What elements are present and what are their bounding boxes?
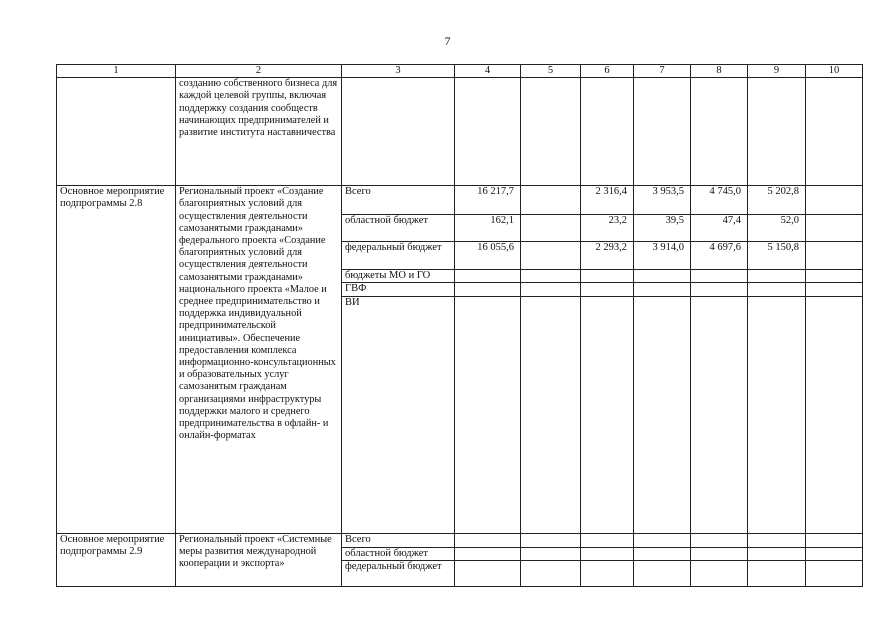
value-cell: 2 293,2 [581, 242, 634, 270]
header-cell: 8 [691, 65, 748, 78]
budget-table [56, 64, 863, 587]
activity-description: Региональный проект «Системные меры развития международной кооперации и экспорта» [176, 533, 342, 586]
value-cell [521, 215, 581, 242]
header-row [57, 65, 863, 78]
continuation-description: созданию собственного бизнеса для каждой целевой группы, включая поддержку создания сообществ начинающих предпринимателей и развитие института наставничества [176, 78, 342, 186]
activity-description: Региональный проект «Создание благоприятных условий для осуществления деятельности самозанятыми гражданами» федерального проекта «Создание благоприятных условий для осуществления деятельности самозанятыми гражданами» национального проекта «Малое и среднее предпринимательство и поддержка индивидуальной предпринимательской инициативы». Обеспечение предоставления комплекса информационно-консультационных и образовательных услуг самозанятым гражданам организациями инфраструктуры поддержки малого и среднего предпринимательства в офлайн- и онлайн-форматах [176, 186, 342, 533]
value-cell [806, 215, 863, 242]
continuation-row [57, 78, 863, 186]
value-cell: 16 055,6 [455, 242, 521, 270]
value-cell: 39,5 [634, 215, 691, 242]
header-cell: 1 [57, 65, 176, 78]
value-cell: 4 697,6 [691, 242, 748, 270]
value-cell [806, 242, 863, 270]
header-cell: 2 [176, 65, 342, 78]
header-cell: 4 [455, 65, 521, 78]
funding-source: областной бюджет [342, 215, 455, 242]
funding-source: Всего [342, 533, 455, 547]
activity-name: Основное мероприятие подпрограммы 2.8 [57, 186, 176, 533]
value-cell: 23,2 [581, 215, 634, 242]
page-number: 7 [444, 34, 451, 48]
funding-source: федеральный бюджет [342, 242, 455, 270]
table-row [57, 533, 863, 547]
header-cell: 5 [521, 65, 581, 78]
value-cell [806, 186, 863, 215]
value-cell: 16 217,7 [455, 186, 521, 215]
value-cell: 52,0 [748, 215, 806, 242]
value-cell [521, 242, 581, 270]
value-cell: 162,1 [455, 215, 521, 242]
value-cell: 5 202,8 [748, 186, 806, 215]
header-cell: 6 [581, 65, 634, 78]
value-cell: 4 745,0 [691, 186, 748, 215]
activity-name: Основное мероприятие подпрограммы 2.9 [57, 533, 176, 586]
funding-source: федеральный бюджет [342, 560, 455, 586]
value-cell: 47,4 [691, 215, 748, 242]
funding-source: Всего [342, 186, 455, 215]
funding-source: областной бюджет [342, 547, 455, 560]
header-cell: 10 [806, 65, 863, 78]
header-cell: 7 [634, 65, 691, 78]
header-cell: 3 [342, 65, 455, 78]
funding-source: ГВФ [342, 283, 455, 296]
value-cell: 2 316,4 [581, 186, 634, 215]
funding-source: ВИ [342, 296, 455, 533]
value-cell: 3 914,0 [634, 242, 691, 270]
funding-source: бюджеты МО и ГО [342, 270, 455, 283]
header-cell: 9 [748, 65, 806, 78]
value-cell: 3 953,5 [634, 186, 691, 215]
value-cell [521, 186, 581, 215]
table-row [57, 186, 863, 215]
value-cell: 5 150,8 [748, 242, 806, 270]
